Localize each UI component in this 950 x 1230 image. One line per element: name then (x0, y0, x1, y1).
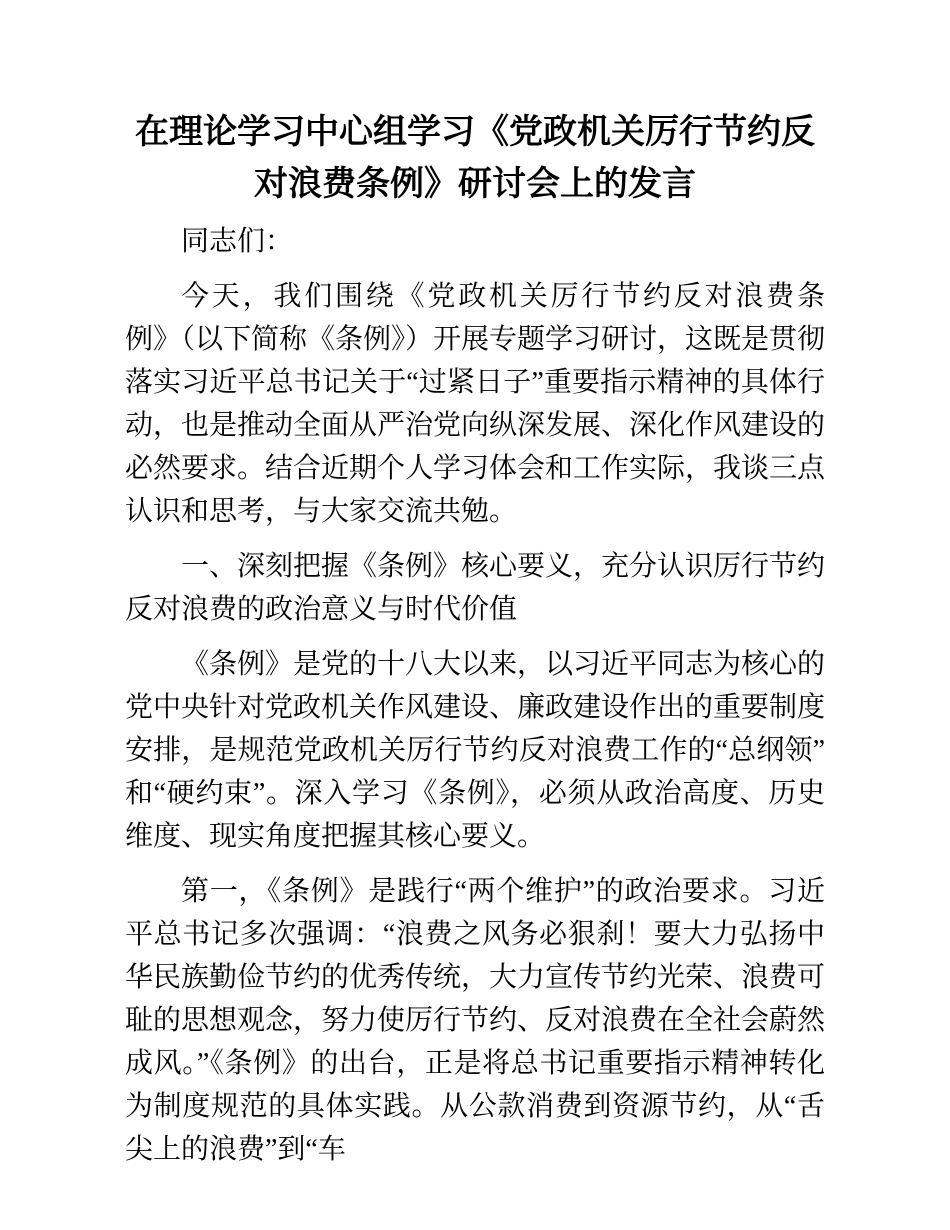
salutation: 同志们： (181, 226, 294, 257)
document-content (125, 106, 825, 1171)
section-1-heading: 一、深刻把握《条例》核心要义，充分认识厉行节约反对浪费的政治意义与时代价值 (125, 551, 826, 625)
document-title: 在理论学习中心组学习《党政机关厉行节约反对浪费条例》研讨会上的发言 (135, 113, 815, 203)
intro-paragraph: 今天，我们围绕《党政机关厉行节约反对浪费条例》（以下简称《条例》）开展专题学习研讨，这既是贯彻落实习近平总书记关于“过紧日子”重要指示精神的具体行动，也是推动全面从严治党向纵深发展、深化作风建设的必然要求。结合近期个人学习体会和工作实际，我谈三点认识和思考，与大家交流共勉。 (125, 281, 826, 527)
section-1-paragraph-2-truncated: 第一，《条例》是践行“两个维护”的政治要求。习近平总书记多次强调：“浪费之风务必狠刹！要大力弘扬中华民族勤俭节约的优秀传统，大力宣传节约光荣、浪费可耻的思想观念，努力使厉行节约、反对浪费在全社会蔚然成风。”《条例》的出台，正是将总书记重要指示精神转化为制度规范的具体实践。从公款消费到资源节约，从“舌尖上的浪费”到“车 (125, 876, 826, 1165)
section-1-paragraph-1: 《条例》是党的十八大以来，以习近平同志为核心的党中央针对党政机关作风建设、廉政建设作出的重要制度安排，是规范党政机关厉行节约反对浪费工作的“总纲领”和“硬约束”。深入学习《条例》，必须从政治高度、历史维度、现实角度把握其核心要义。 (125, 649, 826, 852)
